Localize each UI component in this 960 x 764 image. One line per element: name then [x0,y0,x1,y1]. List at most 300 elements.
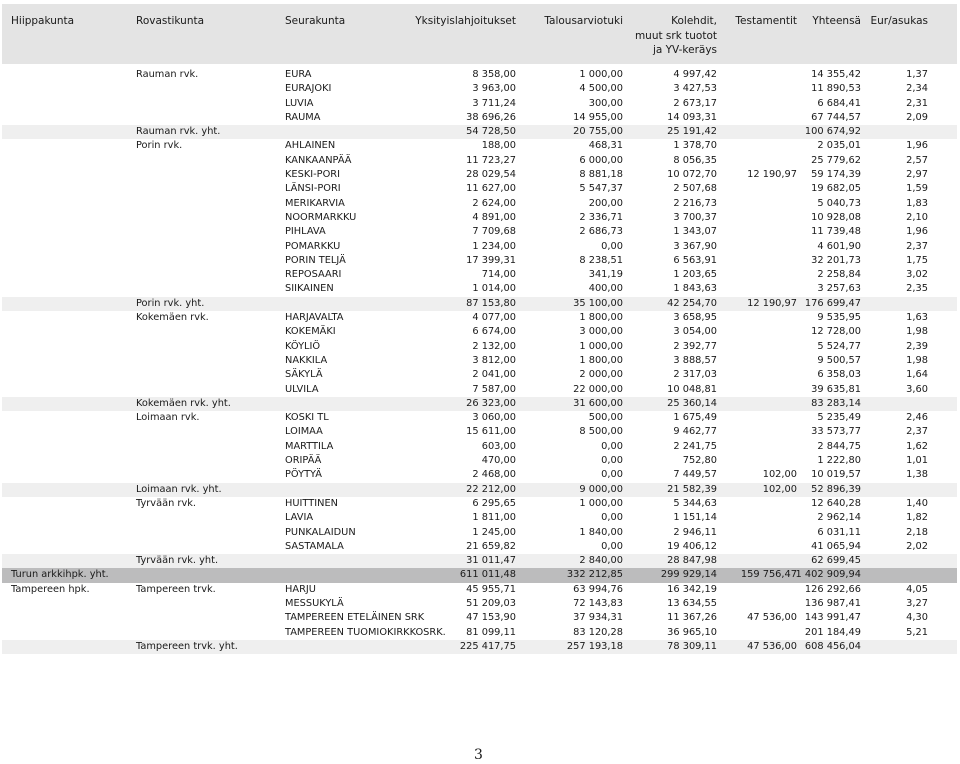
header-kolehdit-line2: muut srk tuotot [634,29,717,42]
cell-yksityislahjoitukset: 1 811,00 [472,512,516,524]
cell-seurakunta: SASTAMALA [285,540,344,552]
table-body [2,68,957,654]
cell-yhteensa: 39 635,81 [811,383,861,395]
cell-kolehdit: 3 427,53 [673,83,717,95]
cell-eur-asukas: 1,62 [906,440,928,452]
cell-rovastikunta: Rauman rvk. yht. [136,126,221,138]
cell-yksityislahjoitukset: 7 587,00 [472,383,516,395]
cell-seurakunta: KÖYLIÖ [285,340,321,352]
cell-kolehdit: 1 675,49 [673,412,717,424]
cell-yksityislahjoitukset: 1 014,00 [472,283,516,295]
cell-yhteensa: 11 739,48 [811,226,861,238]
cell-talousarviotuki: 332 212,85 [566,569,623,581]
cell-yksityislahjoitukset: 603,00 [481,440,516,452]
cell-yksityislahjoitukset: 714,00 [481,269,516,281]
header-talousarviotuki: Talousarviotuki [544,15,623,27]
table-row [2,383,957,397]
cell-yhteensa: 12 640,28 [811,497,861,509]
cell-rovastikunta: Loimaan rvk. yht. [136,483,222,495]
subtotal-row [2,483,957,497]
table-row [2,540,957,554]
cell-yksityislahjoitukset: 54 728,50 [466,126,516,138]
table-row [2,583,957,597]
cell-kolehdit: 42 254,70 [667,297,717,309]
cell-yksityislahjoitukset: 611 011,48 [459,569,516,581]
cell-kolehdit: 1 343,07 [673,226,717,238]
table-row [2,139,957,153]
table-row [2,240,957,254]
table-row [2,626,957,640]
table-row [2,425,957,439]
header-kolehdit-line1: Kolehdit, [671,15,717,27]
cell-rovastikunta: Rauman rvk. [136,69,199,80]
cell-seurakunta: ORIPÄÄ [285,455,322,467]
cell-yhteensa: 83 283,14 [811,397,861,409]
table-row [2,368,957,382]
cell-hiippakunta: Tampereen hpk. [11,583,90,595]
cell-kolehdit: 4 997,42 [673,69,717,80]
cell-yhteensa: 176 699,47 [804,297,861,309]
table-row [2,82,957,96]
cell-kolehdit: 3 700,37 [673,211,717,223]
cell-yksityislahjoitukset: 2 041,00 [472,369,516,381]
cell-yhteensa: 25 779,62 [811,154,861,166]
cell-talousarviotuki: 8 500,00 [579,426,623,438]
cell-kolehdit: 299 929,14 [660,569,717,581]
cell-yksityislahjoitukset: 15 611,00 [466,426,516,438]
cell-yhteensa: 201 184,49 [804,626,861,638]
cell-yhteensa: 5 040,73 [817,197,861,209]
cell-kolehdit: 10 072,70 [667,169,717,181]
cell-eur-asukas: 2,37 [906,240,928,252]
table-row [2,611,957,625]
cell-kolehdit: 19 406,12 [667,540,717,552]
cell-eur-asukas: 2,34 [906,83,928,95]
cell-kolehdit: 36 965,10 [667,626,717,638]
cell-seurakunta: RAUMA [285,111,321,123]
cell-talousarviotuki: 468,31 [588,140,623,152]
cell-yhteensa: 11 890,53 [811,83,861,95]
cell-yksityislahjoitukset: 3 963,00 [472,83,516,95]
cell-yhteensa: 9 535,95 [817,312,861,324]
cell-kolehdit: 21 582,39 [667,483,717,495]
subtotal-row [2,397,957,411]
cell-seurakunta: AHLAINEN [285,140,336,152]
table-row [2,97,957,111]
table-row [2,497,957,511]
cell-yhteensa: 136 987,41 [804,597,861,609]
cell-eur-asukas: 4,30 [906,612,928,624]
cell-rovastikunta: Kokemäen rvk. yht. [136,397,231,409]
cell-yksityislahjoitukset: 7 709,68 [472,226,516,238]
cell-eur-asukas: 3,60 [906,383,928,395]
cell-yhteensa: 2 844,75 [817,440,861,452]
cell-talousarviotuki: 4 500,00 [579,83,623,95]
cell-talousarviotuki: 0,00 [601,440,623,452]
cell-seurakunta: PIHLAVA [285,226,326,238]
table-row [2,468,957,482]
table-row [2,354,957,368]
cell-seurakunta: NAKKILA [285,354,328,366]
cell-talousarviotuki: 0,00 [601,455,623,467]
cell-yhteensa: 2 962,14 [817,512,861,524]
cell-eur-asukas: 1,96 [906,140,928,152]
cell-yksityislahjoitukset: 188,00 [481,140,516,152]
cell-testamentit: 102,00 [762,483,797,495]
cell-talousarviotuki: 9 000,00 [579,483,623,495]
header-yksityislahjoitukset: Yksityislahjoitukset [415,15,516,27]
cell-yksityislahjoitukset: 22 212,00 [466,483,516,495]
cell-talousarviotuki: 2 000,00 [579,369,623,381]
cell-yksityislahjoitukset: 38 696,26 [466,111,516,123]
table-row [2,325,957,339]
cell-eur-asukas: 3,02 [906,269,928,281]
cell-testamentit: 47 536,00 [747,612,797,624]
cell-yksityislahjoitukset: 6 295,65 [472,497,516,509]
cell-yhteensa: 126 292,66 [804,583,861,595]
cell-eur-asukas: 1,64 [906,369,928,381]
cell-seurakunta: EURAJOKI [285,83,332,95]
table-row [2,597,957,611]
cell-kolehdit: 5 344,63 [673,497,717,509]
cell-yhteensa: 6 358,03 [817,369,861,381]
cell-talousarviotuki: 0,00 [601,540,623,552]
cell-yhteensa: 41 065,94 [811,540,861,552]
cell-yksityislahjoitukset: 3 060,00 [472,412,516,424]
table-row [2,211,957,225]
cell-kolehdit: 8 056,35 [673,154,717,166]
cell-yhteensa: 12 728,00 [811,326,861,338]
cell-kolehdit: 16 342,19 [667,583,717,595]
cell-rovastikunta: Porin rvk. yht. [136,297,205,309]
cell-talousarviotuki: 1 800,00 [579,354,623,366]
cell-rovastikunta: Porin rvk. [136,140,183,152]
cell-kolehdit: 11 367,26 [667,612,717,624]
cell-eur-asukas: 2,35 [906,283,928,295]
cell-yksityislahjoitukset: 2 132,00 [472,340,516,352]
subtotal-row [2,554,957,568]
cell-rovastikunta: Tampereen trvk. yht. [136,640,238,652]
cell-eur-asukas: 1,38 [906,469,928,481]
cell-kolehdit: 25 191,42 [667,126,717,138]
page-number: 3 [474,747,483,763]
cell-rovastikunta: Tampereen trvk. [136,583,216,595]
cell-kolehdit: 78 309,11 [667,640,717,652]
cell-yhteensa: 608 456,04 [804,640,861,652]
cell-talousarviotuki: 83 120,28 [573,626,623,638]
cell-talousarviotuki: 1 000,00 [579,497,623,509]
cell-seurakunta: MESSUKYLÄ [285,597,344,609]
cell-seurakunta: PUNKALAIDUN [285,526,356,538]
data-table [2,4,957,654]
cell-testamentit: 102,00 [762,469,797,481]
cell-kolehdit: 2 216,73 [673,197,717,209]
cell-yksityislahjoitukset: 28 029,54 [466,169,516,181]
cell-eur-asukas: 2,39 [906,340,928,352]
cell-yksityislahjoitukset: 11 723,27 [466,154,516,166]
cell-yksityislahjoitukset: 2 468,00 [472,469,516,481]
cell-seurakunta: HUITTINEN [285,497,338,509]
cell-talousarviotuki: 20 755,00 [573,126,623,138]
cell-seurakunta: KOSKI TL [285,412,329,424]
cell-yhteensa: 2 258,84 [817,269,861,281]
cell-talousarviotuki: 14 955,00 [573,111,623,123]
cell-eur-asukas: 3,27 [906,597,928,609]
table-row [2,454,957,468]
subtotal-row [2,125,957,139]
cell-seurakunta: TAMPEREEN TUOMIOKIRKKOSRK. [285,626,446,638]
cell-yksityislahjoitukset: 6 674,00 [472,326,516,338]
cell-kolehdit: 3 367,90 [673,240,717,252]
cell-talousarviotuki: 35 100,00 [573,297,623,309]
cell-yksityislahjoitukset: 3 812,00 [472,354,516,366]
cell-seurakunta: KANKAANPÄÄ [285,154,352,166]
cell-yhteensa: 9 500,57 [817,354,861,366]
cell-yhteensa: 100 674,92 [804,126,861,138]
cell-testamentit: 47 536,00 [747,640,797,652]
cell-eur-asukas: 2,10 [906,211,928,223]
cell-talousarviotuki: 2 686,73 [579,226,623,238]
cell-talousarviotuki: 1 000,00 [579,340,623,352]
cell-talousarviotuki: 200,00 [588,197,623,209]
cell-rovastikunta: Loimaan rvk. [136,412,200,424]
cell-testamentit: 159 756,47 [740,569,797,581]
cell-yhteensa: 1 402 909,94 [795,569,861,581]
cell-talousarviotuki: 37 934,31 [573,612,623,624]
cell-seurakunta: POMARKKU [285,240,341,252]
cell-yhteensa: 143 991,47 [804,612,861,624]
cell-eur-asukas: 1,59 [906,183,928,195]
cell-eur-asukas: 1,40 [906,497,928,509]
cell-kolehdit: 6 563,91 [673,254,717,266]
cell-seurakunta: HARJAVALTA [285,312,344,324]
cell-kolehdit: 7 449,57 [673,469,717,481]
cell-talousarviotuki: 2 840,00 [579,555,623,567]
cell-yhteensa: 6 684,41 [817,97,861,109]
cell-yksityislahjoitukset: 225 417,75 [459,640,516,652]
table-row [2,511,957,525]
cell-yhteensa: 5 524,77 [817,340,861,352]
cell-seurakunta: REPOSAARI [285,269,342,281]
cell-yhteensa: 59 174,39 [811,169,861,181]
cell-yksityislahjoitukset: 81 099,11 [466,626,516,638]
header-rovastikunta: Rovastikunta [136,15,205,27]
cell-yksityislahjoitukset: 3 711,24 [472,97,516,109]
cell-talousarviotuki: 300,00 [588,97,623,109]
cell-eur-asukas: 2,46 [906,412,928,424]
cell-eur-asukas: 2,57 [906,154,928,166]
table-row [2,168,957,182]
header-kolehdit-line3: ja YV-keräys [652,44,717,56]
cell-seurakunta: KESKI-PORI [285,169,340,181]
table-row [2,440,957,454]
grand-total-row [2,568,957,582]
table-row [2,111,957,125]
cell-yksityislahjoitukset: 2 624,00 [472,197,516,209]
table-row [2,411,957,425]
cell-talousarviotuki: 0,00 [601,512,623,524]
cell-yksityislahjoitukset: 8 358,00 [472,69,516,80]
cell-eur-asukas: 1,37 [906,69,928,80]
cell-kolehdit: 10 048,81 [667,383,717,395]
cell-yhteensa: 19 682,05 [811,183,861,195]
cell-yhteensa: 10 019,57 [811,469,861,481]
cell-talousarviotuki: 3 000,00 [579,326,623,338]
cell-yksityislahjoitukset: 1 245,00 [472,526,516,538]
cell-yhteensa: 6 031,11 [817,526,861,538]
cell-seurakunta: PORIN TELJÄ [285,254,346,266]
cell-hiippakunta: Turun arkkihpk. yht. [11,569,109,581]
cell-eur-asukas: 2,18 [906,526,928,538]
header-seurakunta: Seurakunta [285,15,346,27]
cell-rovastikunta: Tyrvään rvk. [136,497,197,509]
table-row [2,282,957,296]
cell-yksityislahjoitukset: 11 627,00 [466,183,516,195]
cell-eur-asukas: 2,37 [906,426,928,438]
table-row [2,182,957,196]
header-kolehdit [635,14,717,58]
cell-eur-asukas: 1,98 [906,326,928,338]
cell-yksityislahjoitukset: 4 891,00 [472,211,516,223]
table-header [2,4,957,64]
cell-kolehdit: 2 946,11 [673,526,717,538]
cell-yksityislahjoitukset: 470,00 [481,455,516,467]
header-eur-asukas: Eur/asukas [870,15,928,27]
cell-eur-asukas: 1,01 [906,455,928,467]
cell-yksityislahjoitukset: 45 955,71 [466,583,516,595]
cell-talousarviotuki: 1 840,00 [579,526,623,538]
cell-kolehdit: 2 317,03 [673,369,717,381]
cell-yhteensa: 67 744,57 [811,111,861,123]
cell-talousarviotuki: 1 800,00 [579,312,623,324]
cell-rovastikunta: Kokemäen rvk. [136,312,209,324]
cell-yhteensa: 4 601,90 [817,240,861,252]
table-row [2,225,957,239]
cell-yksityislahjoitukset: 31 011,47 [466,555,516,567]
cell-kolehdit: 9 462,77 [673,426,717,438]
cell-yhteensa: 10 928,08 [811,211,861,223]
cell-yksityislahjoitukset: 47 153,90 [466,612,516,624]
cell-talousarviotuki: 31 600,00 [573,397,623,409]
cell-eur-asukas: 1,98 [906,354,928,366]
cell-eur-asukas: 2,02 [906,540,928,552]
table-row [2,254,957,268]
cell-kolehdit: 28 847,98 [667,555,717,567]
cell-eur-asukas: 2,97 [906,169,928,181]
cell-kolehdit: 13 634,55 [667,597,717,609]
cell-eur-asukas: 2,09 [906,111,928,123]
cell-seurakunta: ULVILA [285,383,319,395]
cell-testamentit: 12 190,97 [747,297,797,309]
cell-yksityislahjoitukset: 26 323,00 [466,397,516,409]
cell-eur-asukas: 1,63 [906,312,928,324]
cell-kolehdit: 2 507,68 [673,183,717,195]
cell-seurakunta: LUVIA [285,97,314,109]
cell-kolehdit: 752,80 [682,455,717,467]
cell-rovastikunta: Tyrvään rvk. yht. [136,555,219,567]
cell-seurakunta: NOORMARKKU [285,211,357,223]
header-hiippakunta: Hiippakunta [11,15,75,27]
cell-kolehdit: 2 241,75 [673,440,717,452]
table-row [2,154,957,168]
cell-yksityislahjoitukset: 21 659,82 [466,540,516,552]
cell-yhteensa: 32 201,73 [811,254,861,266]
cell-yhteensa: 3 257,63 [817,283,861,295]
cell-kolehdit: 14 093,31 [667,111,717,123]
cell-yksityislahjoitukset: 87 153,80 [466,297,516,309]
cell-kolehdit: 2 392,77 [673,340,717,352]
cell-seurakunta: MARTTILA [285,440,334,452]
cell-yhteensa: 1 222,80 [817,455,861,467]
cell-kolehdit: 1 843,63 [673,283,717,295]
cell-eur-asukas: 4,05 [906,583,928,595]
cell-talousarviotuki: 72 143,83 [573,597,623,609]
header-testamentit: Testamentit [735,15,797,27]
cell-talousarviotuki: 500,00 [588,412,623,424]
cell-yksityislahjoitukset: 1 234,00 [472,240,516,252]
cell-yhteensa: 62 699,45 [811,555,861,567]
table-row [2,268,957,282]
cell-talousarviotuki: 8 881,18 [579,169,623,181]
cell-testamentit: 12 190,97 [747,169,797,181]
cell-seurakunta: PÖYTYÄ [285,469,322,481]
cell-kolehdit: 25 360,14 [667,397,717,409]
cell-eur-asukas: 1,75 [906,254,928,266]
cell-eur-asukas: 2,31 [906,97,928,109]
cell-kolehdit: 1 203,65 [673,269,717,281]
table-row [2,340,957,354]
cell-seurakunta: MERIKARVIA [285,197,345,209]
cell-seurakunta: HARJU [285,583,316,595]
cell-kolehdit: 1 151,14 [673,512,717,524]
table-row [2,68,957,82]
cell-talousarviotuki: 63 994,76 [573,583,623,595]
cell-talousarviotuki: 0,00 [601,469,623,481]
table-row [2,311,957,325]
cell-yksityislahjoitukset: 51 209,03 [466,597,516,609]
cell-talousarviotuki: 257 193,18 [566,640,623,652]
cell-talousarviotuki: 5 547,37 [579,183,623,195]
cell-kolehdit: 3 658,95 [673,312,717,324]
cell-kolehdit: 3 054,00 [673,326,717,338]
cell-talousarviotuki: 6 000,00 [579,154,623,166]
cell-seurakunta: LOIMAA [285,426,323,438]
table-row [2,197,957,211]
cell-eur-asukas: 5,21 [906,626,928,638]
cell-yhteensa: 33 573,77 [811,426,861,438]
cell-kolehdit: 3 888,57 [673,354,717,366]
cell-yksityislahjoitukset: 17 399,31 [466,254,516,266]
cell-yhteensa: 2 035,01 [817,140,861,152]
table-row [2,526,957,540]
cell-seurakunta: LAVIA [285,512,314,524]
cell-seurakunta: TAMPEREEN ETELÄINEN SRK [285,612,425,624]
cell-seurakunta: KOKEMÄKI [285,326,336,338]
cell-yhteensa: 14 355,42 [811,69,861,80]
cell-talousarviotuki: 400,00 [588,283,623,295]
cell-talousarviotuki: 22 000,00 [573,383,623,395]
subtotal-row [2,297,957,311]
cell-eur-asukas: 1,96 [906,226,928,238]
cell-talousarviotuki: 1 000,00 [579,69,623,80]
cell-yhteensa: 52 896,39 [811,483,861,495]
cell-eur-asukas: 1,83 [906,197,928,209]
cell-eur-asukas: 1,82 [906,512,928,524]
cell-talousarviotuki: 0,00 [601,240,623,252]
cell-talousarviotuki: 2 336,71 [579,211,623,223]
header-yhteensa: Yhteensä [812,15,861,27]
subtotal-row [2,640,957,654]
